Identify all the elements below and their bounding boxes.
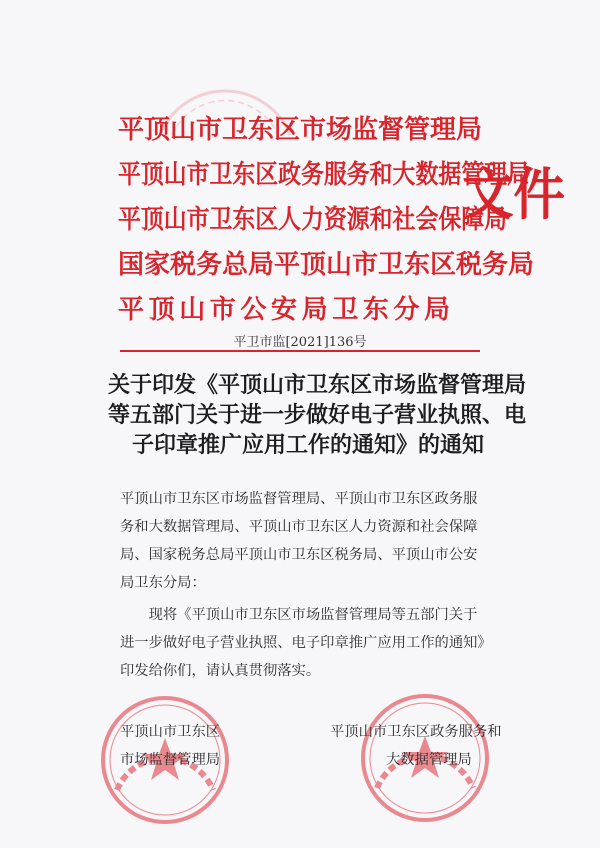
signature-line: 平顶山市卫东区 [120, 724, 221, 740]
document-suffix: 文件 [462, 162, 566, 228]
signature-left [120, 718, 220, 774]
issuer-line: 国家税务总局平顶山市卫东区税务局 [118, 250, 535, 280]
signature-right [330, 718, 502, 774]
title-line: 等五部门关于进一步做好电子营业执照、电 [108, 402, 527, 428]
signature-line: 市场监督管理局 [120, 752, 221, 768]
document-body [120, 485, 490, 685]
document-number: 平卫市监[2021]136号 [233, 335, 367, 350]
issuer-line: 平顶山市卫东区政务服务和大数据管理局 [118, 160, 530, 190]
document-title [108, 370, 527, 460]
issuer-line: 平顶山市公安局卫东分局 [118, 295, 450, 325]
signature-line: 平顶山市卫东区政务服务和 [330, 724, 502, 740]
title-line: 关于印发《平顶山市卫东区市场监督管理局 [108, 372, 527, 398]
signature-line: 大数据管理局 [386, 752, 472, 768]
red-divider [120, 350, 480, 352]
title-line: 子印章推广应用工作的通知》的通知 [131, 432, 484, 458]
issuer-line: 平顶山市卫东区人力资源和社会保障局 [118, 205, 507, 235]
addressee-paragraph: 平顶山市卫东区市场监督管理局、平顶山市卫东区政务服务和大数据管理局、平顶山市卫东区人力资源和社会保障局、国家税务总局平顶山市卫东区税务局、平顶山市公安局卫东分局： [120, 491, 478, 591]
issuer-line: 平顶山市卫东区市场监督管理局 [118, 115, 483, 145]
body-paragraph: 现将《平顶山市卫东区市场监督管理局等五部门关于进一步做好电子营业执照、电子印章推广应用工作的通知》印发给你们，请认真贯彻落实。 [120, 607, 485, 679]
